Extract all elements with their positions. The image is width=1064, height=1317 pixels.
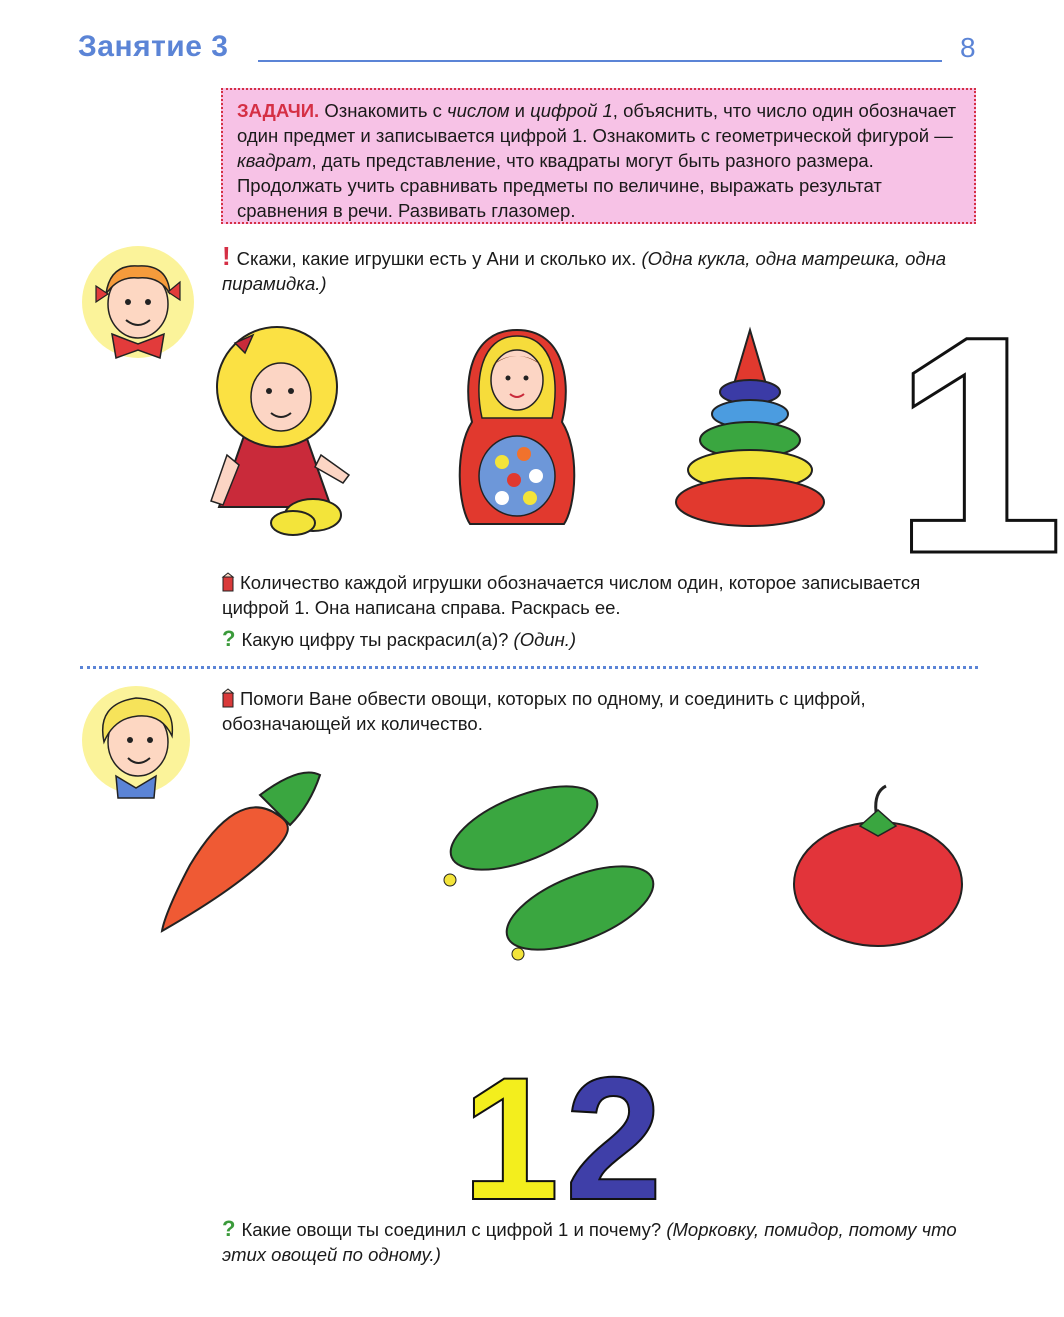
matryoshka xyxy=(452,326,582,534)
exclamation-icon: ! xyxy=(222,241,231,271)
lesson-title: Занятие 3 xyxy=(78,30,229,63)
tasks-box xyxy=(221,88,976,224)
tasks-text-7: , дать представление, что квадраты могут быть разного размера. Продолжать учить сравнивать предметы по величине, выражать результат сравнения в речи. Развивать глазомер. xyxy=(237,150,882,221)
carrot xyxy=(150,755,340,935)
section-divider xyxy=(80,666,978,669)
question-icon: ? xyxy=(222,626,236,651)
pyramid xyxy=(670,326,830,536)
vegetables-instruction xyxy=(222,686,972,736)
tasks-text-3: и xyxy=(509,100,531,121)
digit-question xyxy=(222,626,972,652)
title-underline xyxy=(258,60,942,62)
vegetables-instruction-text: Помоги Ване обвести овощи, которых по одному, и соединить с цифрой, обозначающей их количество. xyxy=(222,688,866,734)
pencil-icon xyxy=(222,573,234,591)
doll xyxy=(205,325,355,540)
tasks-label: ЗАДАЧИ. xyxy=(237,100,320,121)
pencil-icon xyxy=(222,689,234,707)
tasks-text-6: квадрат xyxy=(237,150,312,171)
vegetables-question xyxy=(222,1216,972,1267)
page-number: 8 xyxy=(960,32,976,63)
digit-one-yellow: 1 xyxy=(462,1042,560,1237)
tasks-text-4: цифрой 1 xyxy=(530,100,613,121)
digit-answer: (Один.) xyxy=(513,629,577,650)
toys-question-text: Скажи, какие игрушки есть у Ани и сколько их. xyxy=(236,248,642,269)
tomato xyxy=(790,780,965,950)
tasks-text-5: , объяснить, что число один обозначает один предмет и записывается цифрой 1. Ознакомить с геометрической фигурой — xyxy=(237,100,957,146)
tasks-text-1: Ознакомить с xyxy=(319,100,448,121)
girl-face xyxy=(76,246,196,370)
vegetables-question-text: Какие овощи ты соединил с цифрой 1 и почему? xyxy=(241,1219,667,1240)
coloring-instruction xyxy=(222,570,972,620)
toys-question xyxy=(222,241,972,296)
vegetables-answer: (Морковку, помидор, потому что этих овощей по одному.) xyxy=(222,1219,957,1265)
digit-two-blue: 2 xyxy=(565,1042,663,1237)
digit-one-outline: 1 xyxy=(892,271,1064,618)
question-icon: ? xyxy=(222,1216,236,1241)
tasks-text-2: числом xyxy=(447,100,510,121)
toys-answer: (Одна кукла, одна матрешка, одна пирамидка.) xyxy=(222,248,947,294)
digit-question-text: Какую цифру ты раскрасил(а)? xyxy=(241,629,514,650)
cucumber xyxy=(442,766,682,966)
coloring-instruction-text: Количество каждой игрушки обозначается числом один, которое записывается цифрой 1. Она написана справа. Раскрась ее. xyxy=(222,572,921,618)
